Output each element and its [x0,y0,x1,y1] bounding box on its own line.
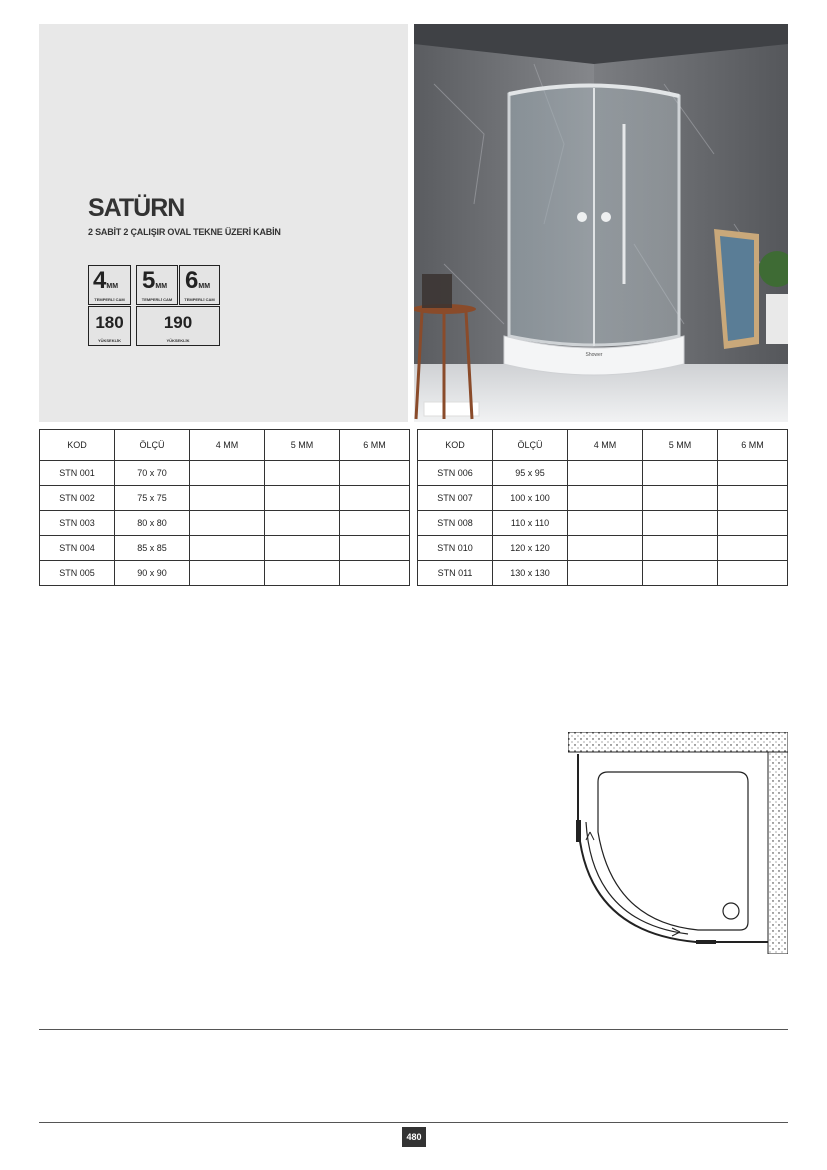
cell-empty [340,461,410,486]
spec-table-right [417,429,788,586]
cell-empty [340,486,410,511]
cell-empty [568,461,643,486]
cell-olcu: 85 x 85 [115,536,190,561]
badge-caption: YÜKSEKLİK [97,338,122,343]
col-header-4mm: 4 MM [568,430,643,461]
cell-empty [265,486,340,511]
cell-empty [265,561,340,586]
badge-value: 4 [93,267,107,294]
badge-caption: TEMPERLİ CAM [94,297,125,302]
cell-olcu: 90 x 90 [115,561,190,586]
page-number: 480 [402,1127,426,1147]
cell-olcu: 130 x 130 [493,561,568,586]
stool-bottles [422,274,452,308]
cell-olcu: 70 x 70 [115,461,190,486]
cell-empty [718,561,788,586]
cell-empty [340,561,410,586]
cell-empty [265,536,340,561]
cell-kod: STN 006 [418,461,493,486]
cell-kod: STN 005 [40,561,115,586]
cell-kod: STN 003 [40,511,115,536]
divider-line [39,1029,788,1030]
product-photo [414,24,788,422]
drain [723,903,739,919]
badge-glass-5mm [136,265,178,305]
table-row [40,486,410,511]
table-row [418,561,788,586]
badge-height-190 [136,306,220,346]
cell-empty [265,461,340,486]
table-row [418,511,788,536]
cell-kod: STN 007 [418,486,493,511]
table-row [40,561,410,586]
cell-empty [643,561,718,586]
tray-label: Shower [585,352,603,358]
badge-value: 5 [142,267,156,294]
col-header-5mm: 5 MM [643,430,718,461]
col-header-olcu: ÖLÇÜ [493,430,568,461]
col-header-5mm: 5 MM [265,430,340,461]
cell-empty [643,486,718,511]
badge-value: 6 [185,267,199,294]
badge-glass-6mm [179,265,220,305]
cell-empty [718,461,788,486]
footer-line [39,1122,788,1123]
cell-kod: STN 002 [40,486,115,511]
cell-kod: STN 010 [418,536,493,561]
table-row [418,486,788,511]
col-header-4mm: 4 MM [190,430,265,461]
cell-empty [568,536,643,561]
table-row [40,536,410,561]
col-header-kod: KOD [418,430,493,461]
cell-empty [718,536,788,561]
cell-empty [190,561,265,586]
cell-empty [190,486,265,511]
cell-olcu: 95 x 95 [493,461,568,486]
badge-caption: TEMPERLİ CAM [184,297,215,302]
cell-olcu: 120 x 120 [493,536,568,561]
col-header-6mm: 6 MM [718,430,788,461]
cell-empty [190,511,265,536]
cell-kod: STN 008 [418,511,493,536]
col-header-olcu: ÖLÇÜ [115,430,190,461]
cell-empty [643,461,718,486]
badge-unit: MM [198,283,211,290]
cell-kod: STN 004 [40,536,115,561]
door-knob-left [577,212,587,222]
col-header-kod: KOD [40,430,115,461]
door-knob-right [601,212,611,222]
badge-height-180 [88,306,131,346]
badge-caption: YÜKSEKLİK [166,338,190,343]
hero-info-panel [39,24,408,422]
cell-empty [643,511,718,536]
wall-side [768,752,788,954]
cell-empty [340,536,410,561]
cell-kod: STN 011 [418,561,493,586]
cell-empty [265,511,340,536]
cell-olcu: 75 x 75 [115,486,190,511]
table-row [40,511,410,536]
product-title: SATÜRN [88,194,185,222]
col-header-6mm: 6 MM [340,430,410,461]
cell-empty [190,461,265,486]
glass-inner [586,822,688,934]
cell-empty [568,486,643,511]
plant-pot [766,294,788,344]
plan-drawing [568,732,788,954]
cell-empty [568,561,643,586]
cell-kod: STN 001 [40,461,115,486]
badge-value: 190 [163,313,193,332]
product-subtitle: 2 SABİT 2 ÇALIŞIR OVAL TEKNE ÜZERİ KABİN [88,227,281,237]
fixed-panel-left [576,820,581,842]
cell-empty [340,511,410,536]
table-header-row [40,430,410,461]
cell-empty [643,536,718,561]
cell-olcu: 80 x 80 [115,511,190,536]
cell-empty [718,511,788,536]
cell-empty [568,511,643,536]
cell-olcu: 100 x 100 [493,486,568,511]
table-row [418,461,788,486]
badge-unit: MM [106,283,119,290]
badge-value: 180 [95,313,124,332]
badge-caption: TEMPERLİ CAM [141,297,173,302]
table-row [418,536,788,561]
cell-empty [190,536,265,561]
wall-top [568,732,788,752]
table-header-row [418,430,788,461]
glass-outer [578,754,768,942]
cell-empty [718,486,788,511]
fixed-panel-bottom [696,940,716,944]
cell-olcu: 110 x 110 [493,511,568,536]
badge-glass-4mm [88,265,131,305]
table-row [40,461,410,486]
spec-table-left [39,429,410,586]
badge-unit: MM [155,283,168,290]
